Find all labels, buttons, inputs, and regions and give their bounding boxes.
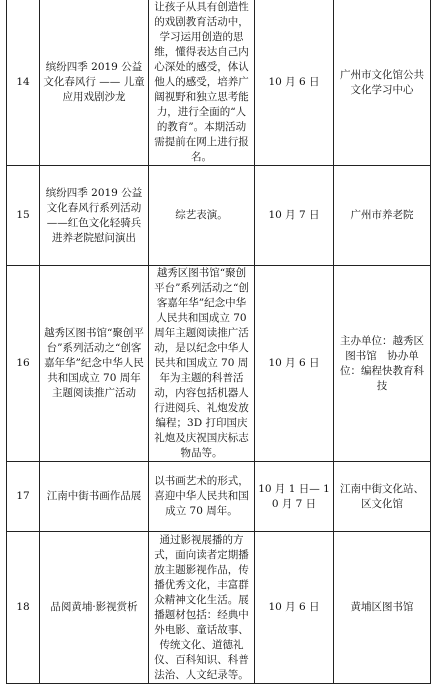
event-venue: 广州市文化馆公共文化学习中心 <box>334 0 431 166</box>
event-description: 越秀区图书馆“聚创平台”系列活动之“创客嘉年华”纪念中华人民共和国成立 70 周年主题阅读推广活动，是以纪念中华人民共和国成立 70 周年为主题的科普活动，内容包括机器人行进阅兵、礼炮发放编程；3D 打印国庆礼炮及庆祝国庆标志物品等。 <box>149 266 255 462</box>
event-description: 让孩子从具有创造性的戏剧教育活动中，学习运用创造的思维，懂得表达自己内心深处的感受，体认他人的感受，培养广阔视野和独立思考能力，进行全面的“人的教育”。本期活动需提前在网上进行报名。 <box>149 0 255 166</box>
event-title: 品阅黄埔·影视赏析 <box>40 532 149 684</box>
event-venue: 广州市养老院 <box>334 166 431 266</box>
event-venue: 江南中街文化站、区文化馆 <box>334 462 431 532</box>
event-venue: 黄埔区图书馆 <box>334 532 431 684</box>
event-table <box>6 0 431 684</box>
event-date: 10 月 7 日 <box>255 166 334 266</box>
event-date: 10 月 6 日 <box>255 0 334 166</box>
event-title: 江南中街书画作品展 <box>40 462 149 532</box>
event-title: 缤纷四季 2019 公益文化春风行 —— 儿童应用戏剧沙龙 <box>40 0 149 166</box>
event-venue: 主办单位：越秀区图书馆 协办单位：编程快教育科技 <box>334 266 431 462</box>
table-row <box>7 0 431 166</box>
event-title: 缤纷四季 2019 公益文化春风行系列活动——红色文化轻骑兵进养老院慰问演出 <box>40 166 149 266</box>
row-number: 17 <box>7 462 40 532</box>
event-date: 10 月 6 日 <box>255 532 334 684</box>
event-date: 10 月 6 日 <box>255 266 334 462</box>
row-number: 16 <box>7 266 40 462</box>
table-row <box>7 266 431 462</box>
event-description: 综艺表演。 <box>149 166 255 266</box>
table-row <box>7 166 431 266</box>
table-row <box>7 532 431 684</box>
row-number: 14 <box>7 0 40 166</box>
row-number: 18 <box>7 532 40 684</box>
event-title: 越秀区图书馆“聚创平台”系列活动之“创客嘉年华”纪念中华人民共和国成立 70 周年主题阅读推广活动 <box>40 266 149 462</box>
event-description: 以书画艺术的形式，喜迎中华人民共和国成立 70 周年。 <box>149 462 255 532</box>
table-row <box>7 462 431 532</box>
event-date: 10 月 1 日— 10 月 7 日 <box>255 462 334 532</box>
event-description: 通过影视展播的方式，面向读者定期播放主题影视作品，传播优秀文化，丰富群众精神文化生活。展播题材包括：经典中外电影、童话故事、传统文化、道德礼仪、百科知识、科普法治、人文纪录等。 <box>149 532 255 684</box>
row-number: 15 <box>7 166 40 266</box>
